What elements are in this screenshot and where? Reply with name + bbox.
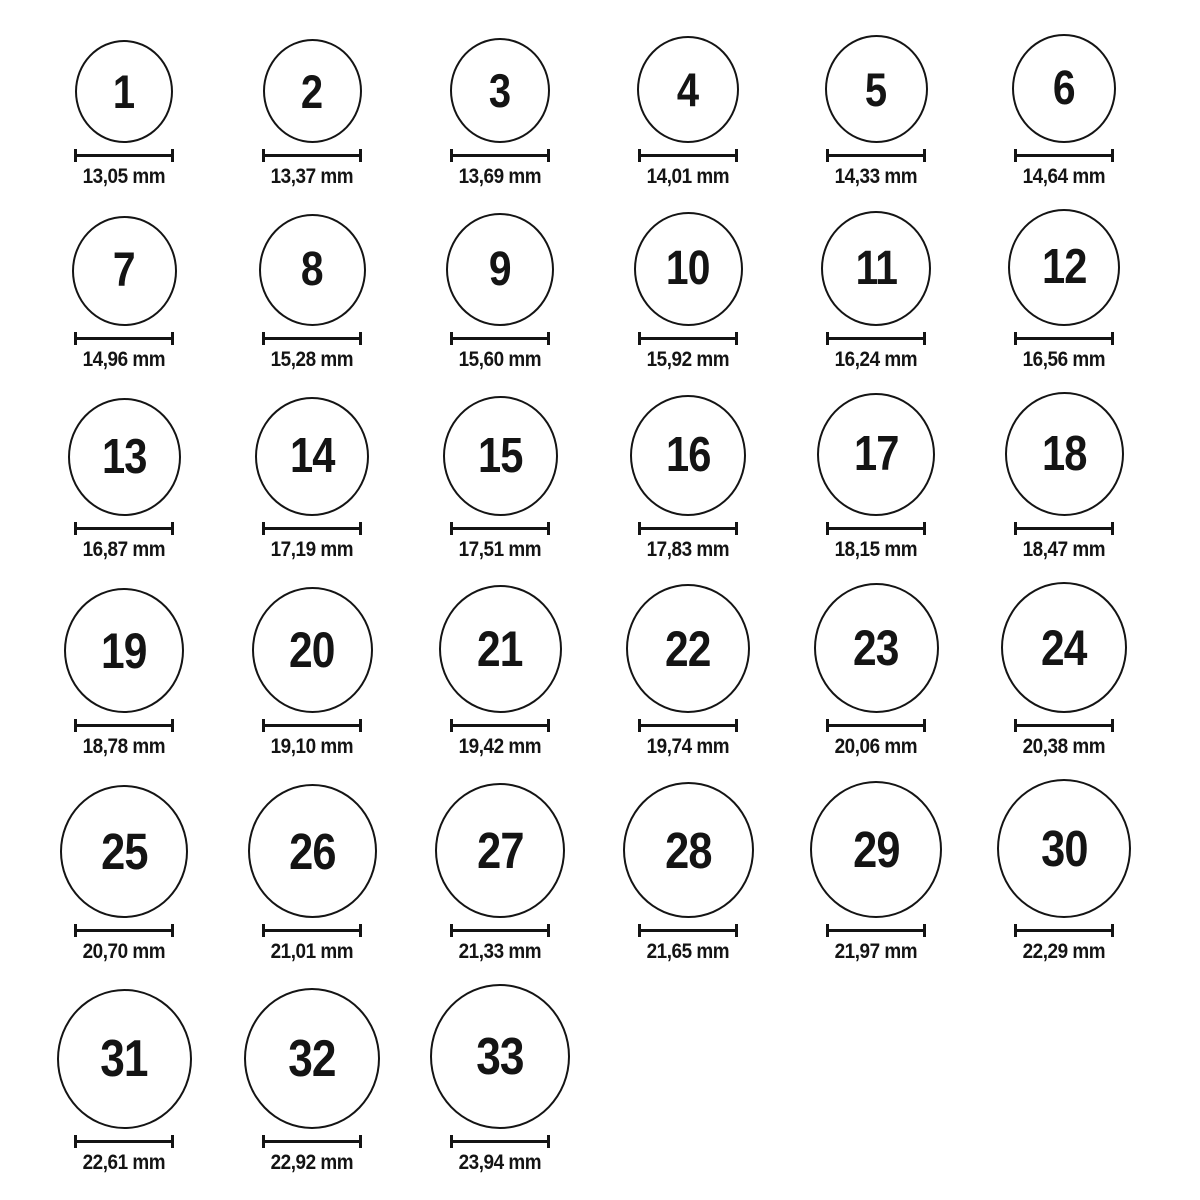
dimension-bar (265, 929, 359, 932)
ring-circle (450, 38, 550, 143)
ring-size-cell (594, 36, 782, 189)
ring-row (30, 779, 1200, 964)
dimension-line (450, 1135, 550, 1148)
ring-circle (68, 398, 181, 516)
dimension-bar (1017, 154, 1111, 157)
ring-row (30, 582, 1200, 759)
diameter-label: 16,56 mm (1022, 348, 1106, 371)
ring-size-number: 22 (665, 620, 711, 677)
dimension-line (638, 924, 738, 937)
diameter-label: 22,61 mm (82, 1151, 166, 1174)
dimension-bar (829, 337, 923, 340)
ring-size-number: 8 (301, 243, 323, 296)
ring-circle (259, 214, 366, 326)
dimension-tick-right (1111, 924, 1114, 937)
diameter-label: 13,37 mm (270, 165, 354, 188)
dimension-line (826, 924, 926, 937)
ring-size-cell (970, 582, 1158, 759)
dimension-tick-right (547, 149, 550, 162)
ring-size-cell (30, 588, 218, 759)
ring-size-number: 12 (1041, 240, 1087, 294)
dimension-bar (77, 1140, 171, 1143)
dimension-line (450, 332, 550, 345)
ring-row (30, 984, 1200, 1175)
dimension-tick-right (923, 924, 926, 937)
dimension-tick-right (171, 332, 174, 345)
dimension-bar (1017, 929, 1111, 932)
dimension-bar (453, 1140, 547, 1143)
ring-size-number: 28 (664, 821, 712, 879)
dimension-tick-right (735, 332, 738, 345)
dimension-tick-right (547, 332, 550, 345)
dimension-tick-right (359, 149, 362, 162)
dimension-tick-right (735, 719, 738, 732)
ring-size-cell (782, 35, 970, 189)
dimension-bar (1017, 337, 1111, 340)
ring-circle (64, 588, 184, 713)
diameter-label: 15,60 mm (458, 348, 542, 371)
ring-circle (821, 211, 931, 326)
ring-circle (1001, 582, 1127, 713)
ring-circle (255, 397, 369, 516)
diameter-label: 16,87 mm (82, 538, 166, 561)
ring-size-number: 15 (477, 428, 523, 483)
diameter-label: 21,97 mm (834, 940, 918, 963)
dimension-line (262, 149, 362, 162)
ring-circle (439, 585, 562, 713)
ring-circle (430, 984, 570, 1129)
ring-size-cell (30, 989, 218, 1175)
ring-size-number: 30 (1040, 820, 1088, 877)
dimension-tick-right (547, 1135, 550, 1148)
ring-circle (248, 784, 377, 918)
dimension-tick-right (171, 924, 174, 937)
dimension-bar (829, 527, 923, 530)
ring-size-number: 26 (288, 822, 336, 880)
diameter-label: 22,29 mm (1022, 940, 1106, 963)
ring-size-cell (30, 216, 218, 372)
ring-size-number: 33 (476, 1027, 524, 1086)
diameter-label: 18,15 mm (834, 538, 918, 561)
diameter-label: 16,24 mm (834, 348, 918, 371)
ring-size-cell (218, 214, 406, 372)
dimension-line (826, 332, 926, 345)
dimension-bar (453, 337, 547, 340)
ring-size-number: 2 (301, 64, 323, 118)
diameter-label: 14,33 mm (834, 165, 918, 188)
dimension-tick-right (359, 522, 362, 535)
ring-size-number: 19 (101, 622, 147, 679)
dimension-tick-right (735, 924, 738, 937)
dimension-bar (453, 929, 547, 932)
ring-circle (634, 212, 743, 326)
dimension-tick-right (1111, 332, 1114, 345)
dimension-bar (77, 337, 171, 340)
dimension-bar (265, 527, 359, 530)
dimension-line (826, 149, 926, 162)
ring-grid (30, 34, 1200, 1175)
diameter-label: 18,78 mm (82, 735, 166, 758)
dimension-line (74, 522, 174, 535)
ring-size-number: 32 (288, 1029, 336, 1088)
ring-size-number: 10 (666, 242, 710, 295)
dimension-bar (453, 527, 547, 530)
diameter-label: 18,47 mm (1022, 538, 1106, 561)
dimension-bar (829, 154, 923, 157)
dimension-line (262, 1135, 362, 1148)
dimension-line (74, 1135, 174, 1148)
ring-circle (817, 393, 935, 516)
ring-size-cell (406, 585, 594, 759)
ring-size-cell (782, 393, 970, 562)
ring-size-number: 29 (852, 821, 900, 878)
ring-circle (60, 785, 188, 918)
ring-size-number: 4 (677, 63, 699, 116)
dimension-bar (77, 929, 171, 932)
dimension-bar (453, 724, 547, 727)
diameter-label: 17,83 mm (646, 538, 730, 561)
ring-size-number: 3 (489, 64, 511, 117)
ring-size-number: 14 (289, 429, 335, 483)
ring-size-cell (594, 212, 782, 372)
dimension-line (826, 522, 926, 535)
diameter-label: 21,01 mm (270, 940, 354, 963)
ring-size-number: 24 (1041, 619, 1087, 676)
dimension-line (1014, 522, 1114, 535)
dimension-line (638, 522, 738, 535)
dimension-tick-right (735, 149, 738, 162)
ring-size-number: 21 (477, 621, 523, 677)
ring-size-number: 25 (100, 823, 148, 880)
ring-size-number: 13 (101, 429, 147, 484)
dimension-tick-right (1111, 719, 1114, 732)
diameter-label: 20,70 mm (82, 940, 166, 963)
ring-circle (75, 40, 173, 143)
ring-size-cell (970, 34, 1158, 189)
ring-circle (810, 781, 942, 918)
ring-circle (263, 39, 362, 143)
ring-size-cell (218, 784, 406, 964)
dimension-tick-right (547, 924, 550, 937)
dimension-bar (641, 337, 735, 340)
dimension-tick-right (171, 719, 174, 732)
dimension-bar (641, 929, 735, 932)
ring-size-cell (594, 782, 782, 964)
ring-circle (1012, 34, 1116, 143)
dimension-tick-right (1111, 522, 1114, 535)
dimension-bar (265, 154, 359, 157)
dimension-bar (1017, 724, 1111, 727)
ring-circle (626, 584, 750, 713)
ring-circle (997, 779, 1131, 918)
ring-size-cell (218, 39, 406, 189)
ring-circle (57, 989, 192, 1129)
dimension-line (74, 332, 174, 345)
dimension-tick-right (171, 522, 174, 535)
dimension-line (1014, 924, 1114, 937)
ring-size-number: 17 (853, 427, 899, 481)
ring-size-number: 18 (1041, 426, 1087, 481)
dimension-line (450, 719, 550, 732)
dimension-line (262, 924, 362, 937)
dimension-line (74, 149, 174, 162)
dimension-line (450, 149, 550, 162)
dimension-bar (641, 527, 735, 530)
ring-size-cell (406, 213, 594, 372)
diameter-label: 15,92 mm (646, 348, 730, 371)
diameter-label: 15,28 mm (270, 348, 354, 371)
dimension-bar (829, 724, 923, 727)
ring-size-cell (30, 398, 218, 562)
ring-size-number: 11 (855, 241, 897, 295)
ring-size-cell (594, 584, 782, 759)
dimension-bar (829, 929, 923, 932)
dimension-tick-right (735, 522, 738, 535)
dimension-tick-right (359, 1135, 362, 1148)
ring-size-cell (406, 984, 594, 1175)
ring-size-cell (406, 396, 594, 562)
ring-circle (630, 395, 746, 516)
ring-circle (244, 988, 380, 1129)
dimension-tick-right (547, 719, 550, 732)
diameter-label: 19,74 mm (646, 735, 730, 758)
ring-size-cell (218, 587, 406, 759)
dimension-line (74, 719, 174, 732)
diameter-label: 22,92 mm (270, 1151, 354, 1174)
diameter-label: 17,19 mm (270, 538, 354, 561)
ring-circle (1008, 209, 1120, 326)
dimension-bar (453, 154, 547, 157)
dimension-line (638, 719, 738, 732)
ring-size-cell (406, 38, 594, 189)
dimension-tick-right (1111, 149, 1114, 162)
diameter-label: 14,96 mm (82, 348, 166, 371)
dimension-bar (77, 154, 171, 157)
ring-circle (443, 396, 558, 516)
diameter-label: 13,05 mm (82, 165, 166, 188)
dimension-tick-right (923, 149, 926, 162)
dimension-line (1014, 719, 1114, 732)
ring-size-cell (970, 779, 1158, 964)
ring-circle (814, 583, 939, 713)
ring-size-number: 9 (489, 242, 511, 296)
dimension-line (74, 924, 174, 937)
dimension-line (1014, 332, 1114, 345)
dimension-bar (265, 724, 359, 727)
dimension-line (638, 149, 738, 162)
dimension-line (450, 522, 550, 535)
ring-size-number: 6 (1053, 61, 1075, 115)
ring-size-cell (406, 783, 594, 964)
dimension-bar (265, 1140, 359, 1143)
diameter-label: 14,64 mm (1022, 165, 1106, 188)
dimension-tick-right (923, 719, 926, 732)
ring-circle (623, 782, 754, 918)
ring-size-number: 5 (865, 62, 887, 116)
ring-circle (72, 216, 177, 326)
ring-size-cell (30, 785, 218, 964)
dimension-bar (641, 724, 735, 727)
ring-size-number: 23 (853, 620, 899, 676)
dimension-tick-right (359, 924, 362, 937)
dimension-bar (77, 527, 171, 530)
diameter-label: 19,42 mm (458, 735, 542, 758)
dimension-line (262, 332, 362, 345)
dimension-line (826, 719, 926, 732)
ring-circle (1005, 392, 1124, 516)
dimension-tick-right (359, 332, 362, 345)
ring-size-cell (218, 397, 406, 562)
dimension-tick-right (547, 522, 550, 535)
ring-size-number: 16 (665, 428, 711, 482)
dimension-line (638, 332, 738, 345)
dimension-line (262, 522, 362, 535)
diameter-label: 19,10 mm (270, 735, 354, 758)
ring-size-number: 27 (476, 822, 524, 879)
ring-size-cell (782, 781, 970, 964)
ring-size-number: 1 (113, 65, 135, 118)
diameter-label: 23,94 mm (458, 1151, 542, 1174)
ring-circle (252, 587, 373, 713)
ring-size-cell (970, 392, 1158, 562)
dimension-bar (641, 154, 735, 157)
dimension-tick-right (171, 149, 174, 162)
ring-circle (825, 35, 928, 143)
ring-size-cell (970, 209, 1158, 372)
dimension-tick-right (923, 332, 926, 345)
diameter-label: 21,65 mm (646, 940, 730, 963)
ring-row (30, 34, 1200, 189)
dimension-line (450, 924, 550, 937)
dimension-tick-right (923, 522, 926, 535)
ring-size-cell (782, 211, 970, 372)
ring-size-number: 7 (113, 244, 135, 297)
ring-circle (435, 783, 565, 918)
dimension-line (1014, 149, 1114, 162)
ring-size-number: 20 (289, 622, 335, 678)
dimension-bar (77, 724, 171, 727)
ring-size-cell (594, 395, 782, 562)
dimension-bar (265, 337, 359, 340)
dimension-tick-right (359, 719, 362, 732)
diameter-label: 20,06 mm (834, 735, 918, 758)
diameter-label: 13,69 mm (458, 165, 542, 188)
ring-circle (637, 36, 739, 143)
diameter-label: 17,51 mm (458, 538, 542, 561)
dimension-bar (1017, 527, 1111, 530)
ring-size-number: 31 (100, 1030, 148, 1088)
ring-row (30, 209, 1200, 372)
ring-size-cell (30, 40, 218, 189)
diameter-label: 14,01 mm (646, 165, 730, 188)
dimension-tick-right (171, 1135, 174, 1148)
ring-size-cell (782, 583, 970, 759)
diameter-label: 21,33 mm (458, 940, 542, 963)
ring-circle (446, 213, 554, 326)
ring-row (30, 392, 1200, 562)
ring-size-cell (218, 988, 406, 1175)
dimension-line (262, 719, 362, 732)
diameter-label: 20,38 mm (1022, 735, 1106, 758)
